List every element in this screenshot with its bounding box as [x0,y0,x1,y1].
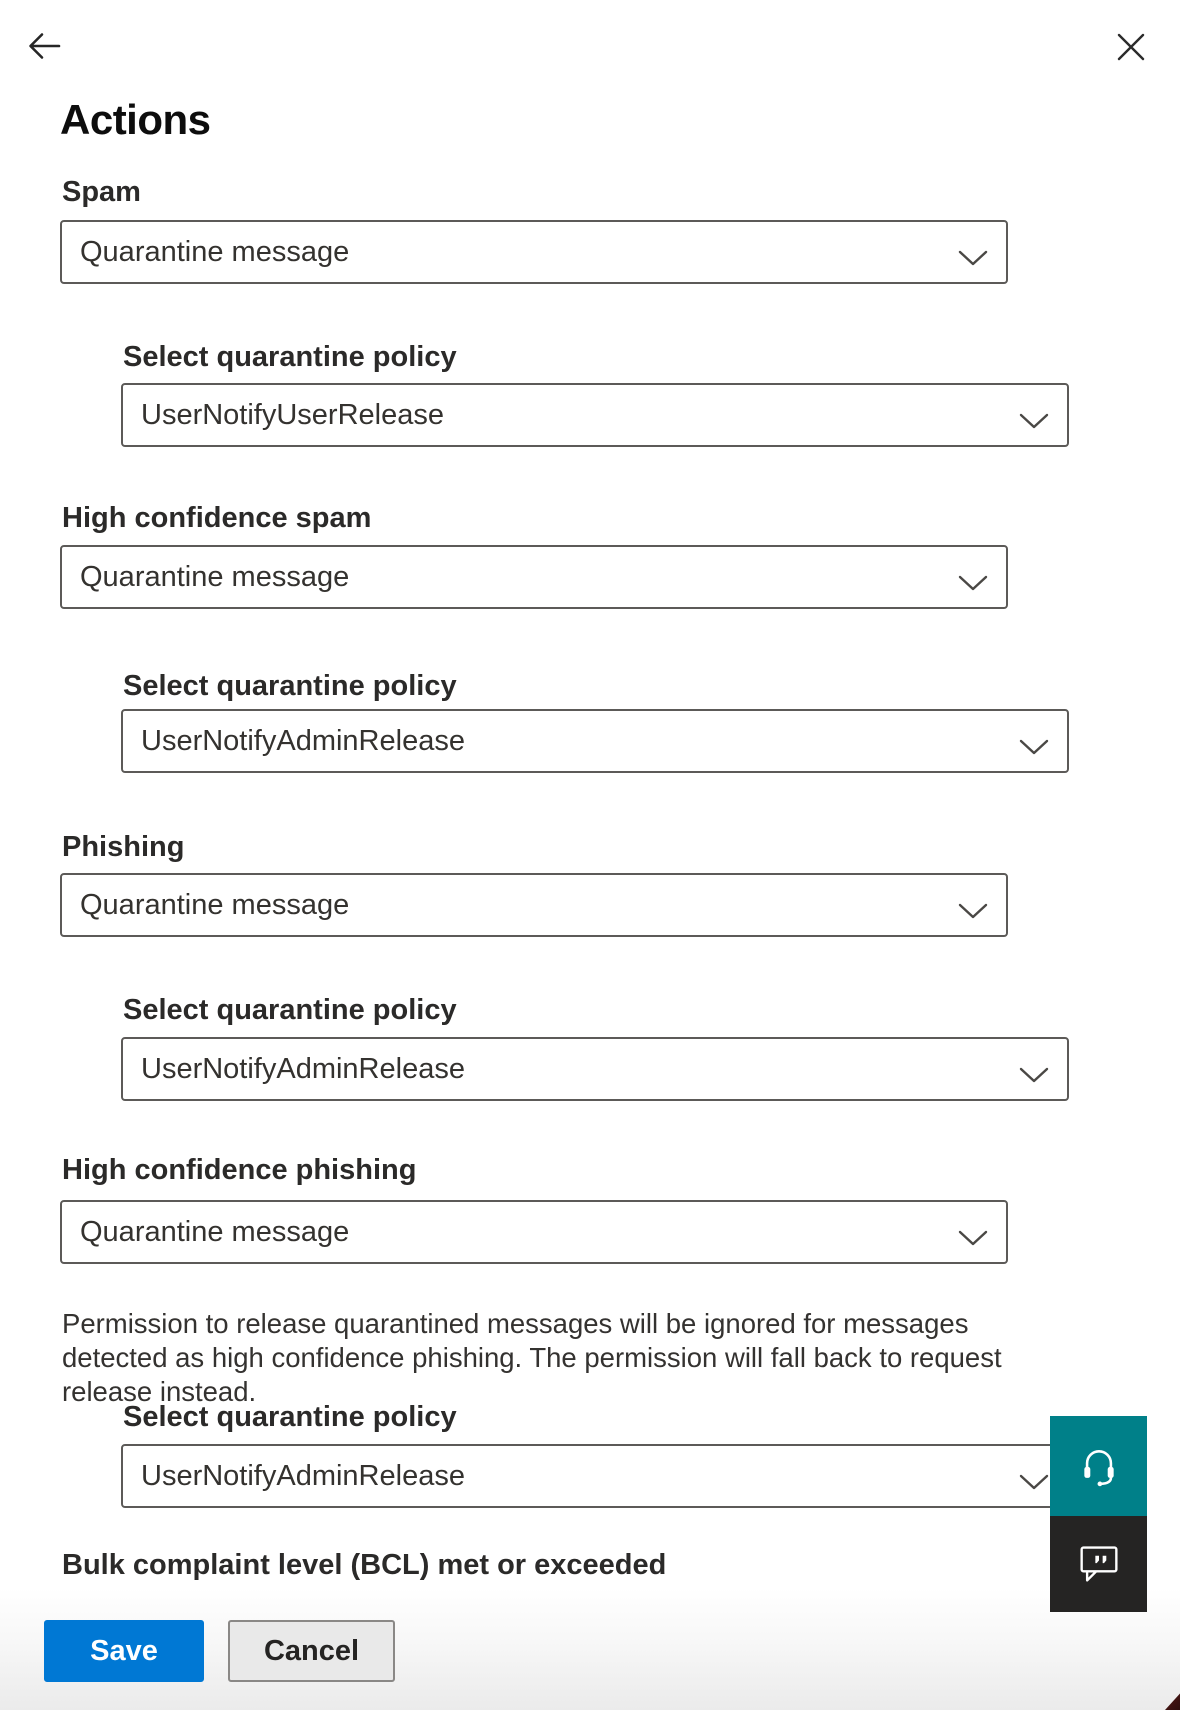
phishing-action-select[interactable] [60,873,1008,937]
bulk-complaint-label: Bulk complaint level (BCL) met or exceeded [62,1549,667,1581]
chevron-down-icon [1019,1467,1049,1485]
spam-action-value: Quarantine message [80,235,350,268]
phishing-policy-label: Select quarantine policy [123,994,457,1026]
chevron-down-icon [958,1223,988,1241]
spam-quarantine-policy-select[interactable] [121,383,1069,447]
feedback-widget-button[interactable] [1050,1516,1147,1612]
cancel-button[interactable]: Cancel [228,1620,395,1682]
chevron-down-icon [958,568,988,586]
high-confidence-spam-action-value: Quarantine message [80,560,350,593]
high-confidence-spam-action-select[interactable] [60,545,1008,609]
high-confidence-phishing-policy-select[interactable] [121,1444,1069,1508]
high-confidence-phishing-policy-value: UserNotifyAdminRelease [141,1459,465,1492]
high-confidence-phishing-note: Permission to release quarantined messages will be ignored for messages detected as high confidence phishing. The permission will fall back to request release instead. [62,1308,1002,1407]
high-confidence-spam-policy-label: Select quarantine policy [123,670,457,702]
spam-quarantine-policy-value: UserNotifyUserRelease [141,398,444,431]
high-confidence-phishing-label: High confidence phishing [62,1154,417,1186]
back-button[interactable] [22,24,66,68]
high-confidence-spam-policy-value: UserNotifyAdminRelease [141,724,465,757]
chevron-down-icon [1019,1060,1049,1078]
help-widget-button[interactable] [1050,1416,1147,1516]
high-confidence-phishing-action-select[interactable] [60,1200,1008,1264]
save-button[interactable]: Save [44,1620,204,1682]
close-icon [1115,31,1147,63]
chat-bubble-icon [1077,1543,1121,1585]
phishing-label: Phishing [62,831,185,863]
spam-policy-label: Select quarantine policy [123,341,457,373]
close-button[interactable] [1109,25,1153,69]
spam-action-select[interactable] [60,220,1008,284]
back-arrow-icon [23,26,65,66]
page-title: Actions [60,96,211,143]
chevron-down-icon [1019,406,1049,424]
high-confidence-spam-label: High confidence spam [62,502,372,534]
headset-icon [1077,1443,1121,1489]
high-confidence-phishing-action-value: Quarantine message [80,1215,350,1248]
phishing-quarantine-policy-value: UserNotifyAdminRelease [141,1052,465,1085]
phishing-action-value: Quarantine message [80,888,350,921]
chevron-down-icon [958,243,988,261]
chevron-down-icon [958,896,988,914]
high-confidence-phishing-policy-label: Select quarantine policy [123,1401,457,1433]
spam-label: Spam [62,176,141,208]
high-confidence-spam-policy-select[interactable] [121,709,1069,773]
phishing-quarantine-policy-select[interactable] [121,1037,1069,1101]
chevron-down-icon [1019,732,1049,750]
